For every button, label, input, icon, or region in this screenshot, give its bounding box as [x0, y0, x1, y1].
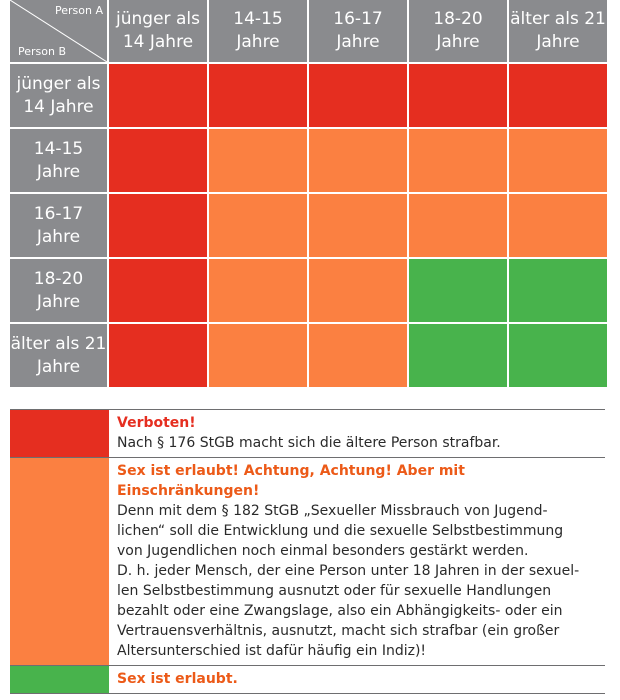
legend-line: von Jugendlichen noch einmal besonders gestärkt werden.: [117, 543, 529, 559]
matrix-cell: [109, 129, 207, 192]
matrix-cell: [409, 259, 507, 322]
matrix-cell: [509, 64, 607, 127]
row-header: 14-15 Jahre: [10, 129, 107, 192]
legend-line: len Selbstbestimmung ausnutzt oder für sexuelle Handlungen: [117, 583, 552, 599]
legend-line: lichen“ soll die Entwicklung und die sexuelle Selbstbestimmung: [117, 523, 564, 539]
legend-body: Nach § 176 StGB macht sich die ältere Person strafbar.: [117, 435, 501, 451]
matrix-cell: [109, 259, 207, 322]
matrix-cell: [409, 194, 507, 257]
legend-line: D. h. jeder Mensch, der eine Person unter 18 Jahren in der sexuel-: [117, 563, 580, 579]
row-header: jünger als 14 Jahre: [10, 64, 107, 127]
matrix-cell: [209, 194, 307, 257]
legend-text-allowed: [109, 666, 242, 693]
row-header: 18-20 Jahre: [10, 259, 107, 322]
row-header: 16-17 Jahre: [10, 194, 107, 257]
legend-line: bezahlt oder eine Zwangslage, also ein Abhängigkeits- oder ein: [117, 603, 563, 619]
matrix-cell: [309, 64, 407, 127]
matrix-corner: [10, 0, 107, 62]
matrix-cell: [109, 324, 207, 387]
column-header: jünger als 14 Jahre: [109, 0, 207, 62]
legend: [10, 409, 605, 694]
matrix-cell: [509, 259, 607, 322]
matrix-cell: [409, 129, 507, 192]
matrix-cell: [509, 324, 607, 387]
legend-title: Sex ist erlaubt! Achtung, Achtung! Aber mit Einschränkungen!: [117, 463, 465, 499]
row-header: älter als 21 Jahre: [10, 324, 107, 387]
matrix-cell: [509, 194, 607, 257]
matrix-cell: [209, 259, 307, 322]
legend-text-restricted: [109, 458, 605, 665]
legend-title: Sex ist erlaubt.: [117, 671, 238, 687]
person-b-label: Person B: [18, 45, 67, 58]
matrix-cell: [309, 259, 407, 322]
legend-line: Denn mit dem § 182 StGB „Sexueller Missbrauch von Jugend-: [117, 503, 548, 519]
legend-text-forbidden: [109, 410, 505, 457]
matrix-cell: [109, 194, 207, 257]
legend-title: Verboten!: [117, 415, 196, 431]
matrix-cell: [209, 324, 307, 387]
legend-swatch-green: [10, 666, 109, 693]
matrix-cell: [309, 324, 407, 387]
legend-swatch-orange: [10, 458, 109, 665]
matrix-cell: [409, 64, 507, 127]
column-header: 18-20 Jahre: [409, 0, 507, 62]
column-header: älter als 21 Jahre: [509, 0, 607, 62]
legend-swatch-red: [10, 410, 109, 457]
person-a-label: Person A: [55, 4, 103, 17]
age-matrix: [10, 0, 605, 388]
matrix-cell: [309, 129, 407, 192]
matrix-cell: [409, 324, 507, 387]
matrix-cell: [209, 129, 307, 192]
column-header: 16-17 Jahre: [309, 0, 407, 62]
legend-row-restricted: [10, 457, 605, 665]
matrix-cell: [509, 129, 607, 192]
column-header: 14-15 Jahre: [209, 0, 307, 62]
legend-row-forbidden: [10, 409, 605, 457]
matrix-cell: [309, 194, 407, 257]
legend-line: Vertrauensverhältnis, ausnutzt, macht sich strafbar (ein großer: [117, 623, 560, 639]
matrix-cell: [209, 64, 307, 127]
matrix-cell: [109, 64, 207, 127]
legend-row-allowed: [10, 665, 605, 694]
legend-line: Altersunterschied ist dafür häufig ein Indiz)!: [117, 643, 427, 659]
